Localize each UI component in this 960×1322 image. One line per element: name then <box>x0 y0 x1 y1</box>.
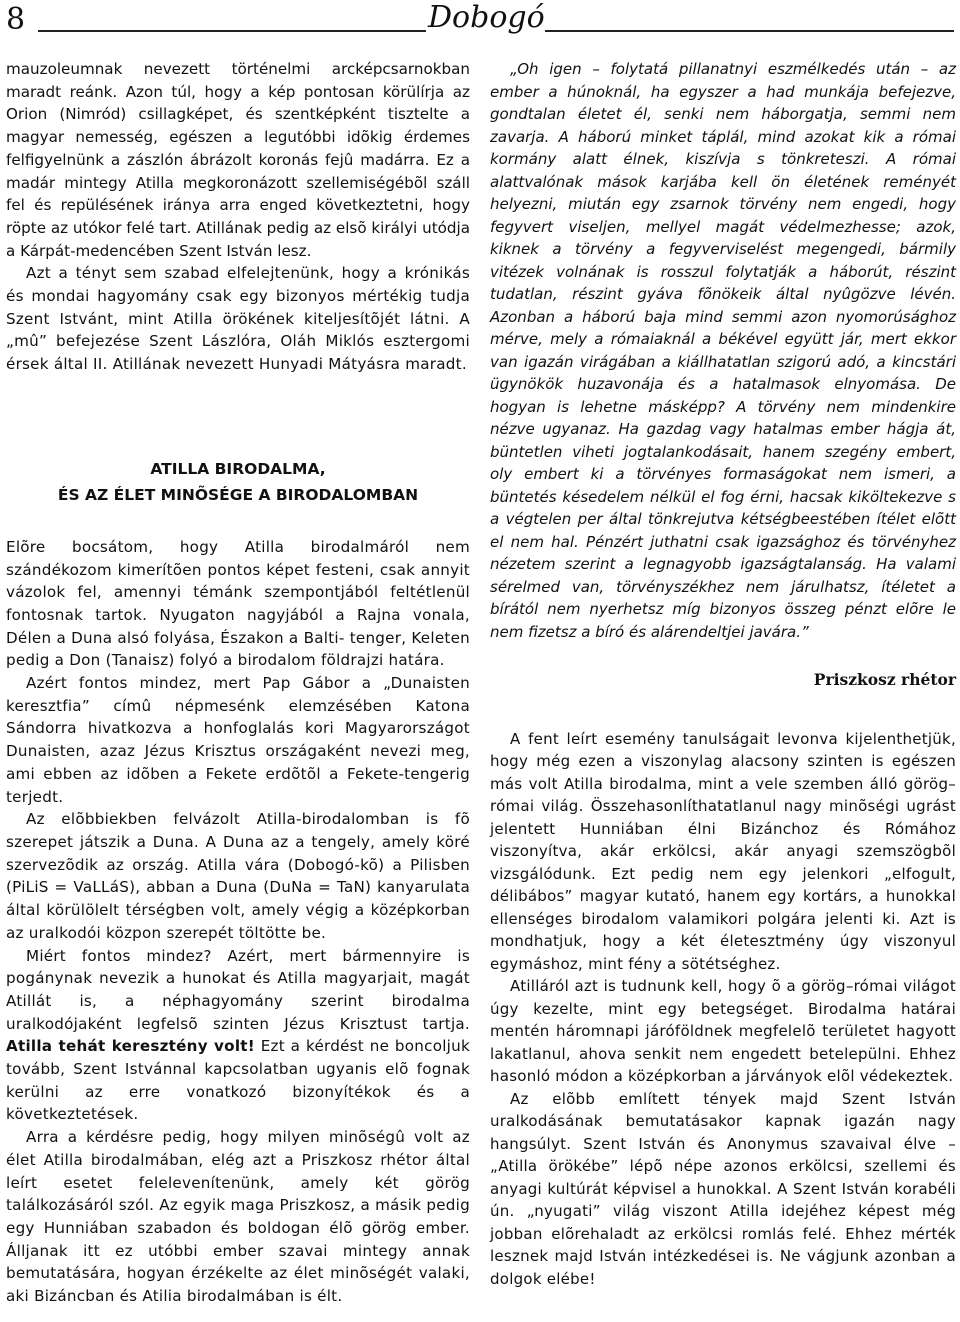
paragraph: A fent leírt esemény tanulságait levonva kijelenthetjük, hogy még ezen a viszonylag alacsony szinten is egészen más volt Atilla birodalma, mint a vele szemben álló görög–római világ. Összehasonlíthatatlanul nagy minõségi ugrást jelentett Hunniában élni Bizánchoz és Rómához viszonyítva, akár erkölcsi, akár anyagi szemszögbõl vizsgálódunk. Ezt pedig nem egy jelenkori „elfogult, délibábos” magyar kutató, hanem egy kortárs, a hunokkal ellenséges birodalom valamikori polgára jelenti ki. Azt is mondhatjuk, hogy a két életesztmény úgy viszonyul egymáshoz, mint fény a sötétséghez. <box>490 729 956 973</box>
section-title <box>6 456 470 508</box>
right-column <box>490 58 956 1290</box>
left-column <box>6 58 470 1308</box>
running-title: Dobogó <box>428 0 545 35</box>
paragraph-text: Ezt a kérdést ne boncoljuk tovább, Szent Istvánnal kapcsolatban ugyanis elõ fognak kerülni az erre vonatkozó bizonyítékok és a következtetések. <box>6 1037 470 1124</box>
paragraph: Azért fontos mindez, mert Pap Gábor a „Dunaisten keresztfia” címû népmesénk elemzésében Katona Sándorra hivatkozva a honfoglalás kori Magyarországot Dunaisten, azaz Jézus Krisztus országaként nevezi meg, ami ebben az idõben a Fekete erdõtõl a Fekete-tengerig terjedt. <box>6 674 470 806</box>
paragraph <box>6 945 470 1127</box>
paragraph: mauzoleumnak nevezett történelmi arcképcsarnokban maradt reánk. Azon túl, hogy a kép pontosan körülírja az Orion (Nimród) csillagképet, és szentképként tisztelte a magyar nemesség, egészen a legutóbbi idõkig érdemes felfigyelnünk a zászlón ábrázolt koronás fejû madárra. Ez a madár mintegy Atilla megkoronázott szellemiségébõl száll fel és repülésének iránya arra enged következtetni, hogy röpte az utókor felé tart. Atillának pedig az elsõ királyi utódja a Kárpát-medencében Szent István lesz. <box>6 60 470 260</box>
paragraph: Atilláról azt is tudnunk kell, hogy õ a görög–római világot úgy kezelte, mint egy betegséget. Birodalma határai mentén háromnapi járóföldnek megfelelõ területet hagyott lakatlanul, ahova senkit nem engedett betelepülni. Ehhez hasonló módon a középkorban a járványok elõl védekeztek. <box>490 977 956 1085</box>
paragraph: Azt a tényt sem szabad elfelejtenünk, hogy a krónikás és mondai hagyomány csak egy bizonyos mértékig tudja Szent Istvánt, mint Atilla örökének kiteljesítõjét látni. A „mû” befejezése Szent Lászlóra, Oláh Miklós esztergomi érsek által II. Atillának nevezett Hunyadi Mátyásra maradt. <box>6 264 470 374</box>
header-rule-left <box>38 30 426 32</box>
emphasis-text: Atilla tehát keresztény volt! <box>6 1037 255 1056</box>
paragraph: Arra a kérdésre pedig, hogy milyen minõségû volt az élet Atilla birodalmában, elég azt a Priszkosz rhétor által leírt esetet felelevenítenünk, amely két görög találkozásáról szól. Az egyik maga Priszkosz, a másik pedig egy Hunniában szabadon és boldogan élõ görög ember. Álljanak itt ez utóbbi ember szavai mintegy annak bemutatására, hogyan érzékelte az élet minõségét valaki, aki Bizáncban és Atilia birodalmában is élt. <box>6 1128 470 1306</box>
paragraph: Elõre bocsátom, hogy Atilla birodalmáról nem szándékozom kimerítõen pontos képet festeni, csak annyit vázolok fel, amennyi témánk szempontjából feltétlenül fontosnak tartok. Nyugaton nagyjából a Rajna vonala, Délen a Duna alsó folyása, Északon a Balti- tenger, Keleten pedig a Don (Tanaisz) folyó a birodalom földrajzi határa. <box>6 537 470 670</box>
header-rule-right <box>545 30 954 32</box>
paragraph: Az elõbbiekben felvázolt Atilla-birodalomban is fõ szerepet játszik a Duna. A Duna az a tengely, amely köré szervezõdik az ország. Atilla vára (Dobogó-kõ) a Pilisben (PiLiS = VaLLáS), abban a Duna (DuNa = TaN) kanyarulata által körülölelt térségben volt, amely végig a középkorban az uralkodói közpon szerepét töltötte be. <box>6 810 470 942</box>
section-title-line2: ÉS AZ ÉLET MINÕSÉGE A BIRODALOMBAN <box>57 485 419 504</box>
section-title-line1: ATILLA BIRODALMA, <box>150 459 326 478</box>
paragraph-text: Miért fontos mindez? Azért, mert bármennyire is pogánynak nevezik a hunokat és Atilla magyarjait, magát Atillát is, a néphagyomány szerint birodalma uralkodójaként legfelsõ szinten Jézus Krisztust tartja. <box>6 946 470 1033</box>
quote-block: „Oh igen – folytatá pillanatnyi eszmélkedés után – az ember a húnoknál, ha egyszer a had munkája befejezve, gondtalan életet él, senki nem háborgatja, semmi nem zavarja. A háború minket táplál, mind azokat kik a római kormány alatt élnek, kiszívja s tönkreteszi. A római alattvalónak mások karjába kell ön életének reményét helyezni, miután egy zsarnok törvény nem engedi, hogy fegyvert viseljen, mellyel magát védelmezhesse; azok, kiknek a törvény a fegyverviselést megengedi, bármily vitézek volnának is rosszul folytatják a háborút, részint tudatlan, részint gyáva fõnökeik által nyûgözve lévén. Azonban a háború baja mind semmi azon nyomorúsághoz mérve, mely a rómaiaknál a békével együtt jár, mert ekkor van igazán virágában a kiállhatatlan szigorú adó, a kincstári ügynökök huzavonája és a hatalmasok elnyomása. De hogyan is lehetne másképp? A törvény nem mindenkire nézve ugyanaz. Ha gazdag vagy hatalmas ember hágja át, büntetlen viheti jogtalankodásait, hanem szegény embert, oly embert ki a törvényes formaságokat nem ismeri, a büntetés késedelem nélkül el fog érni, hacsak kiköltekezve s a végtelen per által tönkrejutva kétségbeestében ítélet elõtt el nem hal. Pénzért juthatni csak igazsághoz és törvényhez nézetem szerint a legnagyobb igazságtalanság. Ha valami sérelmed van, törvényszékhez nem járulhatsz, ítéletet a bírától nem nyerhetsz míg bizonyos összeg pénzt elõre le nem fizetsz a bíró és alárendeltjei javára.” <box>490 60 956 641</box>
paragraph: Az elõbb említett tények majd Szent István uralkodásának bemutatásakor kapnak igazán nagy hangsúlyt. Szent István és Anonymus szavaival élve – „Atilla örökébe” lépõ népe azonos erkölcsi, szellemi és anyagi kultúrát képvisel a hunokkal. A Szent István korabéli ún. „nyugati” világ viszont Atilla idejéhez képest még jobban elõrehaladt az erkölcsi romlás felé. Ehhez mérték lesznek majd István intézkedései is. Ne vágjunk azonban a dolgok elébe! <box>490 1089 956 1288</box>
quote-attribution: Priszkosz rhétor <box>813 670 956 689</box>
page-number: 8 <box>6 2 26 37</box>
page-header <box>0 0 960 44</box>
